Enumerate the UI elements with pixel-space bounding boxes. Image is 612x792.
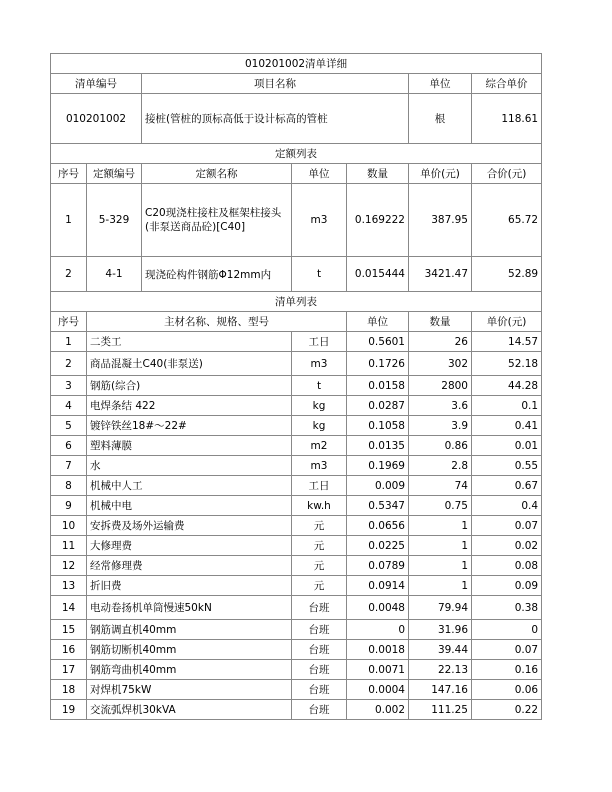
material-row bbox=[51, 416, 542, 436]
material-name: 经常修理费 bbox=[87, 556, 292, 576]
material-no: 9 bbox=[51, 496, 87, 516]
material-total: 14.57 bbox=[472, 332, 542, 352]
material-total: 0 bbox=[472, 620, 542, 640]
material-name: 钢筋切断机40mm bbox=[87, 640, 292, 660]
material-qty: 0.0225 bbox=[347, 536, 409, 556]
material-unit: m2 bbox=[292, 436, 347, 456]
unit-header: 单位 bbox=[409, 74, 472, 94]
material-no: 12 bbox=[51, 556, 87, 576]
quota-col-total: 合价(元) bbox=[472, 164, 542, 184]
quota-col-price: 单价(元) bbox=[409, 164, 472, 184]
material-name: 钢筋调直机40mm bbox=[87, 620, 292, 640]
material-no: 1 bbox=[51, 332, 87, 352]
material-price: 1 bbox=[409, 536, 472, 556]
material-row bbox=[51, 660, 542, 680]
material-qty: 0.5601 bbox=[347, 332, 409, 352]
material-name: 折旧费 bbox=[87, 576, 292, 596]
material-unit: m3 bbox=[292, 456, 347, 476]
material-name: 镀锌铁丝18#～22# bbox=[87, 416, 292, 436]
name-header: 项目名称 bbox=[142, 74, 409, 94]
material-total: 0.06 bbox=[472, 680, 542, 700]
material-no: 10 bbox=[51, 516, 87, 536]
material-row bbox=[51, 516, 542, 536]
material-unit: kw.h bbox=[292, 496, 347, 516]
material-section-title: 清单列表 bbox=[51, 292, 542, 312]
material-total: 44.28 bbox=[472, 376, 542, 396]
material-unit: 台班 bbox=[292, 596, 347, 620]
quota-price: 387.95 bbox=[409, 184, 472, 257]
material-total: 0.08 bbox=[472, 556, 542, 576]
material-row bbox=[51, 352, 542, 376]
material-total: 0.09 bbox=[472, 576, 542, 596]
quota-col-qty: 数量 bbox=[347, 164, 409, 184]
material-total: 0.1 bbox=[472, 396, 542, 416]
material-qty: 0.009 bbox=[347, 476, 409, 496]
material-name: 电动卷扬机单筒慢速50kN bbox=[87, 596, 292, 620]
detail-table bbox=[50, 53, 542, 720]
material-qty: 0.0071 bbox=[347, 660, 409, 680]
quota-total: 52.89 bbox=[472, 257, 542, 292]
material-row bbox=[51, 436, 542, 456]
material-price: 3.9 bbox=[409, 416, 472, 436]
material-no: 7 bbox=[51, 456, 87, 476]
material-col-price: 单价(元) bbox=[472, 312, 542, 332]
material-qty: 0.1726 bbox=[347, 352, 409, 376]
material-price: 2.8 bbox=[409, 456, 472, 476]
material-price: 1 bbox=[409, 516, 472, 536]
material-row bbox=[51, 700, 542, 720]
material-total: 0.41 bbox=[472, 416, 542, 436]
material-no: 11 bbox=[51, 536, 87, 556]
material-price: 0.86 bbox=[409, 436, 472, 456]
material-unit: kg bbox=[292, 416, 347, 436]
material-no: 4 bbox=[51, 396, 87, 416]
material-total: 52.18 bbox=[472, 352, 542, 376]
quota-col-unit: 单位 bbox=[292, 164, 347, 184]
material-no: 19 bbox=[51, 700, 87, 720]
quota-total: 65.72 bbox=[472, 184, 542, 257]
material-row bbox=[51, 496, 542, 516]
quota-unit: t bbox=[292, 257, 347, 292]
material-unit: 元 bbox=[292, 536, 347, 556]
material-rows bbox=[51, 332, 542, 720]
material-name: 安拆费及场外运输费 bbox=[87, 516, 292, 536]
material-name: 商品混凝土C40(非泵送) bbox=[87, 352, 292, 376]
item-name: 接桩(管桩的顶标高低于设计标高的管桩 bbox=[142, 94, 409, 144]
quota-no: 2 bbox=[51, 257, 87, 292]
material-name: 电焊条结 422 bbox=[87, 396, 292, 416]
material-unit: 元 bbox=[292, 576, 347, 596]
material-qty: 0.0048 bbox=[347, 596, 409, 620]
material-price: 2800 bbox=[409, 376, 472, 396]
material-qty: 0.0135 bbox=[347, 436, 409, 456]
material-qty: 0.002 bbox=[347, 700, 409, 720]
material-no: 14 bbox=[51, 596, 87, 620]
material-no: 3 bbox=[51, 376, 87, 396]
material-qty: 0.0004 bbox=[347, 680, 409, 700]
material-qty: 0.0158 bbox=[347, 376, 409, 396]
quota-code: 4-1 bbox=[87, 257, 142, 292]
code-header: 清单编号 bbox=[51, 74, 142, 94]
material-unit: 元 bbox=[292, 556, 347, 576]
material-row bbox=[51, 640, 542, 660]
item-code: 010201002 bbox=[51, 94, 142, 144]
material-no: 5 bbox=[51, 416, 87, 436]
material-total: 0.07 bbox=[472, 640, 542, 660]
material-price: 22.13 bbox=[409, 660, 472, 680]
material-total: 0.55 bbox=[472, 456, 542, 476]
material-total: 0.67 bbox=[472, 476, 542, 496]
material-total: 0.22 bbox=[472, 700, 542, 720]
quota-qty: 0.169222 bbox=[347, 184, 409, 257]
material-qty: 0.1058 bbox=[347, 416, 409, 436]
quota-col-no: 序号 bbox=[51, 164, 87, 184]
quota-row bbox=[51, 184, 542, 257]
material-unit: m3 bbox=[292, 352, 347, 376]
material-row bbox=[51, 620, 542, 640]
quota-name: 现浇砼构件钢筋Φ12mm内 bbox=[142, 257, 292, 292]
material-total: 0.02 bbox=[472, 536, 542, 556]
material-row bbox=[51, 680, 542, 700]
material-no: 17 bbox=[51, 660, 87, 680]
material-name: 对焊机75kW bbox=[87, 680, 292, 700]
material-name: 塑料薄膜 bbox=[87, 436, 292, 456]
material-name: 交流弧焊机30kVA bbox=[87, 700, 292, 720]
material-unit: 台班 bbox=[292, 620, 347, 640]
material-price: 0.75 bbox=[409, 496, 472, 516]
material-no: 15 bbox=[51, 620, 87, 640]
material-row bbox=[51, 456, 542, 476]
material-price: 74 bbox=[409, 476, 472, 496]
material-total: 0.01 bbox=[472, 436, 542, 456]
material-unit: 工日 bbox=[292, 476, 347, 496]
material-qty: 0.0914 bbox=[347, 576, 409, 596]
material-unit: kg bbox=[292, 396, 347, 416]
material-row bbox=[51, 332, 542, 352]
material-price: 302 bbox=[409, 352, 472, 376]
item-unit: 根 bbox=[409, 94, 472, 144]
material-no: 13 bbox=[51, 576, 87, 596]
material-row bbox=[51, 476, 542, 496]
material-qty: 0.5347 bbox=[347, 496, 409, 516]
material-qty: 0.1969 bbox=[347, 456, 409, 476]
table-title: 010201002清单详细 bbox=[51, 54, 542, 74]
material-price: 147.16 bbox=[409, 680, 472, 700]
quota-qty: 0.015444 bbox=[347, 257, 409, 292]
material-no: 18 bbox=[51, 680, 87, 700]
material-unit: 台班 bbox=[292, 680, 347, 700]
quota-section-title: 定额列表 bbox=[51, 144, 542, 164]
material-price: 3.6 bbox=[409, 396, 472, 416]
material-qty: 0.0789 bbox=[347, 556, 409, 576]
material-row bbox=[51, 396, 542, 416]
material-unit: 台班 bbox=[292, 660, 347, 680]
quota-col-code: 定额编号 bbox=[87, 164, 142, 184]
material-row bbox=[51, 556, 542, 576]
material-qty: 0.0287 bbox=[347, 396, 409, 416]
material-qty: 0 bbox=[347, 620, 409, 640]
material-col-no: 序号 bbox=[51, 312, 87, 332]
material-no: 8 bbox=[51, 476, 87, 496]
price-header: 综合单价 bbox=[472, 74, 542, 94]
material-unit: 台班 bbox=[292, 700, 347, 720]
material-price: 1 bbox=[409, 576, 472, 596]
material-total: 0.4 bbox=[472, 496, 542, 516]
material-row bbox=[51, 596, 542, 620]
material-price: 111.25 bbox=[409, 700, 472, 720]
quota-code: 5-329 bbox=[87, 184, 142, 257]
material-name: 机械中人工 bbox=[87, 476, 292, 496]
material-price: 79.94 bbox=[409, 596, 472, 620]
material-no: 6 bbox=[51, 436, 87, 456]
material-price: 26 bbox=[409, 332, 472, 352]
material-name: 钢筋(综合) bbox=[87, 376, 292, 396]
quota-price: 3421.47 bbox=[409, 257, 472, 292]
material-no: 16 bbox=[51, 640, 87, 660]
material-row bbox=[51, 576, 542, 596]
material-qty: 0.0656 bbox=[347, 516, 409, 536]
material-unit: t bbox=[292, 376, 347, 396]
quota-unit: m3 bbox=[292, 184, 347, 257]
material-qty: 0.0018 bbox=[347, 640, 409, 660]
material-total: 0.16 bbox=[472, 660, 542, 680]
material-no: 2 bbox=[51, 352, 87, 376]
material-col-qty: 数量 bbox=[409, 312, 472, 332]
quota-no: 1 bbox=[51, 184, 87, 257]
material-name: 二类工 bbox=[87, 332, 292, 352]
material-name: 钢筋弯曲机40mm bbox=[87, 660, 292, 680]
item-price: 118.61 bbox=[472, 94, 542, 144]
material-unit: 元 bbox=[292, 516, 347, 536]
material-row bbox=[51, 536, 542, 556]
material-row bbox=[51, 376, 542, 396]
quota-name: C20现浇柱接柱及框架柱接头(非泵送商品砼)[C40] bbox=[142, 184, 292, 257]
material-name: 机械中电 bbox=[87, 496, 292, 516]
quota-col-name: 定额名称 bbox=[142, 164, 292, 184]
material-price: 1 bbox=[409, 556, 472, 576]
material-price: 31.96 bbox=[409, 620, 472, 640]
material-name: 大修理费 bbox=[87, 536, 292, 556]
material-total: 0.38 bbox=[472, 596, 542, 620]
material-unit: 工日 bbox=[292, 332, 347, 352]
material-name: 水 bbox=[87, 456, 292, 476]
material-unit: 台班 bbox=[292, 640, 347, 660]
material-col-unit: 单位 bbox=[347, 312, 409, 332]
material-price: 39.44 bbox=[409, 640, 472, 660]
quota-row bbox=[51, 257, 542, 292]
material-col-name: 主材名称、规格、型号 bbox=[87, 312, 347, 332]
material-total: 0.07 bbox=[472, 516, 542, 536]
